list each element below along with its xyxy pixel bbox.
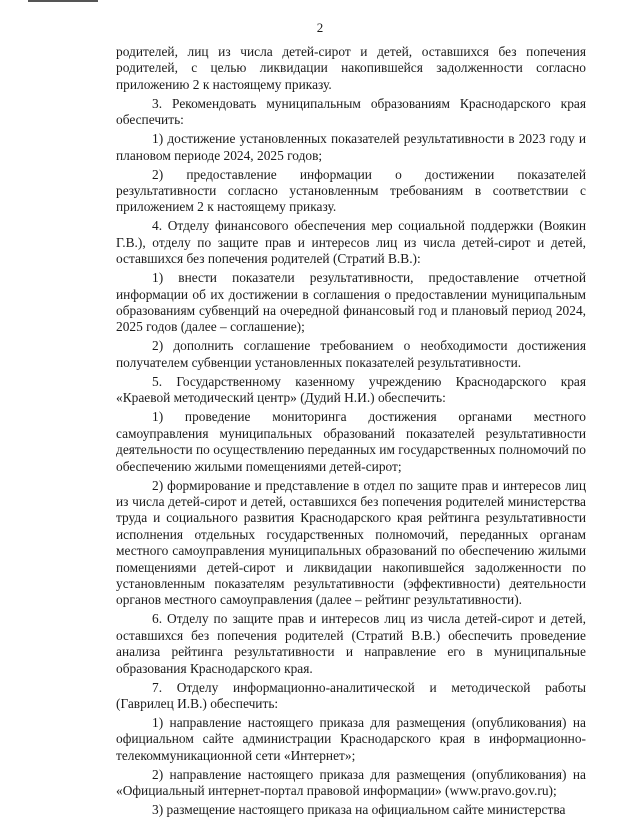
paragraph-item-5-2: 2) формирование и представление в отдел по защите прав и интересов лиц из числа детей-сирот и детей, оставшихся без попечения родителей министерства труда и социального развития Краснодарского края рейтинга результативности исполнения отдельных государственных полномочий, переданных органам местного самоуправления муниципальных образований по обеспечению жилыми помещениями детей-сирот и ликвидации накопившейся задолженности по установленным показателям результативности (эффективности) деятельности органов местного самоуправления (далее – рейтинг результативности). (116, 477, 586, 608)
paragraph-item-5-1: 1) проведение мониторинга достижения органами местного самоуправления муниципальных образований показателей результативности деятельности по осуществлению переданных им государственных полномочий по обеспечению жилыми помещениями детей-сирот; (116, 409, 586, 474)
paragraph-item-6: 6. Отделу по защите прав и интересов лиц из числа детей-сирот и детей, оставшихся без попечения родителей (Стратий В.В.) обеспечить проведение анализа рейтинга результативности и направление его в муниципальные образования Краснодарского края. (116, 611, 586, 676)
document-body (116, 44, 586, 821)
paragraph-item-3-1: 1) достижение установленных показателей результативности в 2023 году и плановом периоде 2024, 2025 годов; (116, 131, 586, 163)
paragraph-item-3: 3. Рекомендовать муниципальным образованиям Краснодарского края обеспечить: (116, 95, 586, 128)
paragraph-item-4: 4. Отделу финансового обеспечения мер социальной поддержки (Воякин Г.В.), отделу по защите прав и интересов лиц из числа детей-сирот и детей, оставшихся без попечения родителей (Стратий В.В.): (116, 218, 586, 267)
top-edge-mark (28, 0, 98, 2)
paragraph-item-5: 5. Государственному казенному учреждению Краснодарского края «Краевой методический центр» (Дудий Н.И.) обеспечить: (116, 373, 586, 406)
paragraph-item-4-2: 2) дополнить соглашение требованием о необходимости достижения получателем субвенции установленных показателей результативности. (116, 338, 586, 370)
page-number: 2 (316, 20, 324, 35)
paragraph-item-3-2: 2) предоставление информации о достижении показателей результативности согласно установленным требованиям в соответствии с приложением 2 к настоящему приказу. (116, 166, 586, 215)
paragraph-item-7-2: 2) направление настоящего приказа для размещения (опубликования) на «Официальный интернет-портал правовой информации» (www.pravo.gov.ru); (116, 766, 586, 799)
paragraph-item-7: 7. Отделу информационно-аналитической и методической работы (Гаврилец И.В.) обеспечить: (116, 679, 586, 711)
paragraph-item-7-1: 1) направление настоящего приказа для размещения (опубликования) на официальном сайте администрации Краснодарского края в информационно-телекоммуникационной сети «Интернет»; (116, 714, 586, 763)
paragraph-item-4-1: 1) внести показатели результативности, предоставление отчетной информации об их достижении в соглашения о предоставлении муниципальным образованиям субвенций на очередной финансовый год и плановый период 2024, 2025 годов (далее – соглашение); (116, 270, 586, 335)
paragraph-continuation: родителей, лиц из числа детей-сирот и детей, оставшихся без попечения родителей, с целью ликвидации накопившейся задолженности согласно приложению 2 к настоящему приказу. (116, 44, 586, 92)
paragraph-item-7-3: 3) размещение настоящего приказа на официальном сайте министерства (152, 802, 566, 818)
